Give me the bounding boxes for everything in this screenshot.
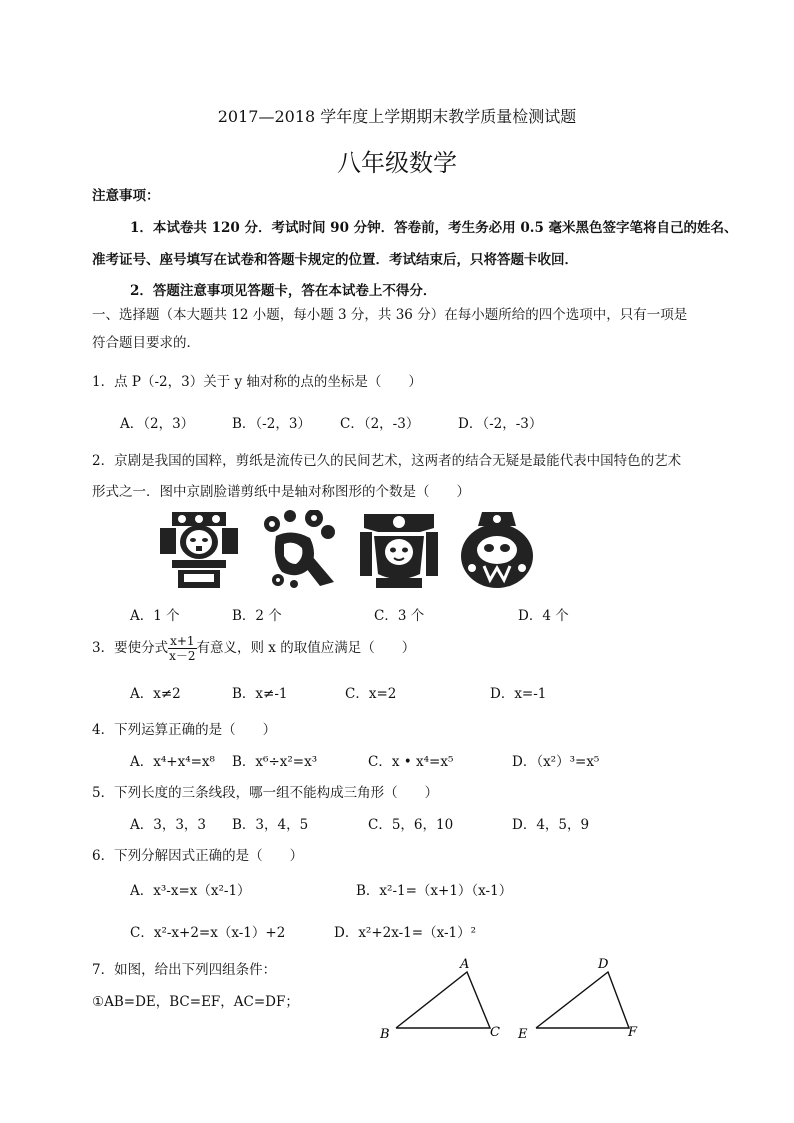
q1-option-b: B．（-2，3） <box>232 416 311 432</box>
q5-option-a: A．3，3，3 <box>130 817 207 833</box>
label-d: D <box>598 957 609 972</box>
label-c: C <box>490 1025 500 1040</box>
opera-mask-image-3 <box>358 510 440 594</box>
q3-option-b: B．x≠-1 <box>232 686 288 702</box>
q3-stem-suffix: 有意义，则 x 的取值应满足（ ） <box>196 640 416 656</box>
q3-stem-prefix: 3．要使分式 <box>92 640 169 656</box>
q5-option-b: B．3，4，5 <box>232 817 309 833</box>
label-b: B <box>380 1027 390 1042</box>
q6-stem: 6．下列分解因式正确的是（ ） <box>92 848 304 864</box>
q2-stem-line1: 2．京剧是我国的国粹，剪纸是流传已久的民间艺术，这两者的结合无疑是最能代表中国特色的艺术 <box>92 453 682 469</box>
q7-condition-1: ①AB=DE，BC=EF，AC=DF； <box>92 994 299 1010</box>
notice-item2: 2．答题注意事项见答题卡，答在本试卷上不得分． <box>130 283 437 299</box>
q6-option-c: C．x²-x+2=x（x-1）+2 <box>130 925 286 941</box>
q7-triangles-figure <box>370 952 650 1044</box>
q2-option-d: D．4 个 <box>518 608 569 624</box>
q5-option-c: C．5，6，10 <box>368 817 454 833</box>
q4-option-d: D．（x²）³=x⁵ <box>512 754 600 770</box>
notice-item1-line2: 准考证号、座号填写在试卷和答题卡规定的位置．考试结束后，只将答题卡收回． <box>92 252 578 268</box>
q2-option-a: A．1 个 <box>130 608 180 624</box>
q3-fraction <box>168 634 196 663</box>
q1-stem: 1．点 P（-2，3）关于 y 轴对称的点的坐标是（ ） <box>92 374 422 390</box>
q7-stem: 7．如图，给出下列四组条件： <box>92 962 277 978</box>
q3-denominator: x－2 <box>169 649 196 663</box>
q6-option-d: D．x²+2x-1=（x-1）² <box>334 925 477 941</box>
q2-stem-line2: 形式之一．图中京剧脸谱剪纸中是轴对称图形的个数是（ ） <box>92 484 470 500</box>
label-a: A <box>460 957 470 972</box>
q6-option-a: A．x³-x=x（x²-1） <box>130 883 251 899</box>
q6-option-b: B．x²-1=（x+1）（x-1） <box>356 883 513 899</box>
q4-stem: 4．下列运算正确的是（ ） <box>92 722 277 738</box>
q3-option-d: D．x=-1 <box>490 686 547 702</box>
q5-option-d: D．4，5，9 <box>512 817 590 833</box>
opera-mask-image-4 <box>456 510 538 594</box>
opera-mask-image-2 <box>258 510 340 594</box>
q4-option-a: A．x⁴+x⁴=x⁸ <box>130 754 215 770</box>
label-e: E <box>518 1027 528 1042</box>
section1-line2: 符合题目要求的． <box>92 335 200 351</box>
section1-line1: 一、选择题（本大题共 12 小题，每小题 3 分，共 36 分）在每小题所给的四个选项中，只有一项是 <box>92 307 688 323</box>
q3-numerator: x+1 <box>170 634 195 648</box>
q3-stem <box>92 634 415 663</box>
q5-stem: 5．下列长度的三条线段，哪一组不能构成三角形（ ） <box>92 785 439 801</box>
triangle-abc <box>396 972 490 1028</box>
q1-option-a: A．（2，3） <box>120 416 195 432</box>
q3-option-a: A．x≠2 <box>130 686 181 702</box>
q4-option-c: C．x • x⁴=x⁵ <box>368 754 454 770</box>
q2-option-c: C．3 个 <box>374 608 425 624</box>
subject-title: 八年级数学 <box>337 149 457 177</box>
q3-option-c: C．x=2 <box>345 686 397 702</box>
exam-title: 2017—2018 学年度上学期期末教学质量检测试题 <box>217 107 577 126</box>
triangle-def <box>536 972 629 1028</box>
opera-mask-image-1 <box>158 510 240 594</box>
notice-heading: 注意事项： <box>92 188 160 204</box>
q2-option-b: B．2 个 <box>232 608 282 624</box>
notice-item1-line1: 1．本试卷共 120 分．考试时间 90 分钟．答卷前，考生务必用 0.5 毫米黑色签字笔将自己的姓名、 <box>130 220 738 236</box>
label-f: F <box>628 1025 638 1040</box>
q1-option-c: C．（2，-3） <box>340 416 420 432</box>
q1-option-d: D．（-2，-3） <box>458 416 543 432</box>
q4-option-b: B．x⁶÷x²=x³ <box>232 754 318 770</box>
